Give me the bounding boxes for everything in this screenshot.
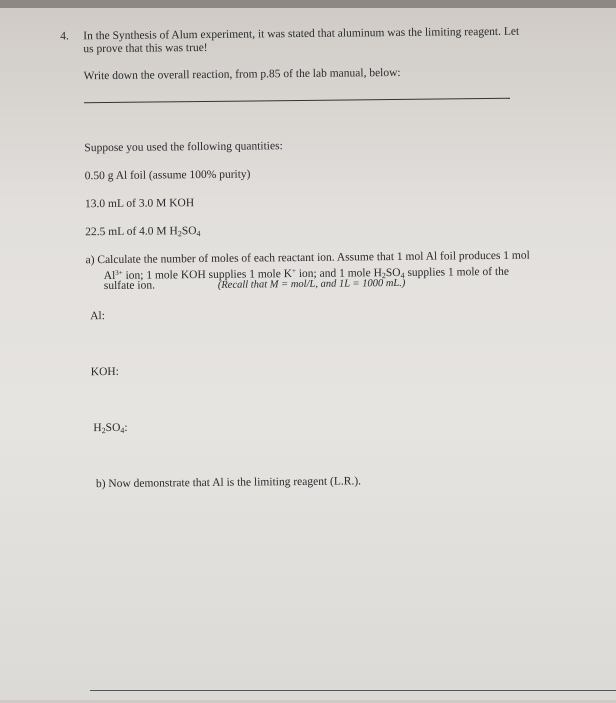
label-al: Al: (90, 310, 105, 323)
label-koh: KOH: (90, 365, 119, 379)
bottom-line (90, 690, 616, 691)
quantities-intro: Suppose you used the following quantities: (84, 140, 283, 155)
label-h2so4: H2SO4: (93, 421, 128, 436)
question-intro-line2: us prove that this was true! (83, 41, 208, 56)
question-number: 4. (60, 30, 69, 43)
instruction-text: Write down the overall reaction, from p.85 of the lab manual, below: (83, 66, 401, 83)
part-a-line2: $Al^{3+}$ ion; 1 mole KOH supplies 1 mole K+ ion; and 1 mole H2SO4 supplies 1 mole of the (103, 265, 510, 283)
part-a-line3: sulfate ion. (103, 279, 156, 293)
question-intro-line1: In the Synthesis of Alum experiment, it was stated that aluminum was the limiting reagent. Let (83, 25, 520, 43)
quantity-koh: 13.0 mL of 3.0 M KOH (84, 197, 195, 211)
quantity-h2so4: 22.5 mL of 4.0 M H2SO4 (85, 225, 201, 239)
part-a-line1: a) Calculate the number of moles of each reactant ion. Assume that 1 mol Al foil produces 1 mol (85, 249, 530, 267)
answer-line (84, 98, 510, 103)
quantity-al: 0.50 g Al foil (assume 100% purity) (84, 168, 251, 183)
part-b-text: b) Now demonstrate that Al is the limiting reagent (L.R.). (95, 475, 362, 491)
recall-note: (Recall that M = mol/L, and 1L = 1000 mL.) (217, 277, 406, 291)
